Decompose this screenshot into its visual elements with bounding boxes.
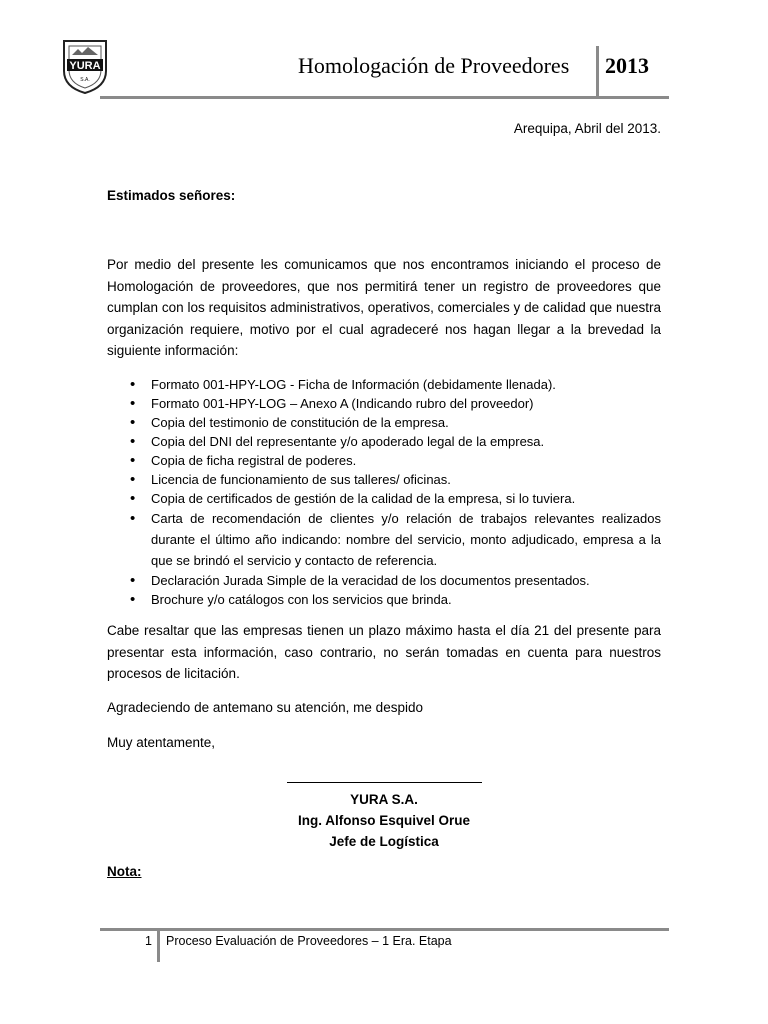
list-item: • Copia de ficha registral de poderes. bbox=[107, 451, 661, 470]
list-item: • Formato 001-HPY-LOG – Anexo A (Indicando rubro del proveedor) bbox=[107, 394, 661, 413]
intro-paragraph: Por medio del presente les comunicamos que nos encontramos iniciando el proceso de Homologación de proveedores, que nos permitirá tener un registro de proveedores que cumplan con los requisitos administrativos, operativos, comerciales y de calidad que nuestra organización requiere, motivo por el cual agradeceré nos hagan llegar a la brevedad la siguiente información: bbox=[107, 257, 661, 358]
signature-company: YURA S.A. bbox=[350, 792, 418, 807]
list-item: • Licencia de funcionamiento de sus talleres/ oficinas. bbox=[107, 470, 661, 489]
closing-line: Muy atentamente, bbox=[107, 735, 216, 750]
list-item: • Formato 001-HPY-LOG - Ficha de Información (debidamente llenada). bbox=[107, 375, 661, 394]
svg-text:YURA: YURA bbox=[69, 60, 101, 72]
footer-divider bbox=[157, 928, 160, 962]
letter-date: Arequipa, Abril del 2013. bbox=[513, 121, 661, 136]
page-number: 1 bbox=[145, 934, 152, 948]
signature-name: Ing. Alfonso Esquivel Orue bbox=[297, 813, 471, 828]
nota-label: Nota: bbox=[107, 864, 142, 879]
list-item: • Copia del DNI del representante y/o apoderado legal de la empresa. bbox=[107, 432, 661, 451]
list-item: • Declaración Jurada Simple de la veracidad de los documentos presentados. bbox=[107, 571, 661, 590]
header-rule bbox=[100, 96, 669, 99]
footer-rule bbox=[100, 928, 669, 931]
salutation: Estimados señores: bbox=[107, 188, 236, 203]
company-logo bbox=[60, 37, 110, 95]
list-item: • Copia del testimonio de constitución de la empresa. bbox=[107, 413, 661, 432]
list-item: • Carta de recomendación de clientes y/o relación de trabajos relevantes realizados durante el último año indicando: nombre del servicio, monto adjudicado, empresa a la que se brindó el servicio y contacto de referencia. bbox=[107, 508, 661, 571]
footer-text: Proceso Evaluación de Proveedores – 1 Era. Etapa bbox=[166, 934, 452, 948]
requirements-list bbox=[107, 375, 661, 609]
document-title: Homologación de Proveedores bbox=[298, 53, 570, 78]
list-item: • Copia de certificados de gestión de la calidad de la empresa, si lo tuviera. bbox=[107, 489, 661, 508]
list-item: • Brochure y/o catálogos con los servicios que brinda. bbox=[107, 590, 661, 609]
signature-role: Jefe de Logística bbox=[329, 834, 439, 849]
header-divider bbox=[596, 46, 599, 98]
svg-text:S.A.: S.A. bbox=[80, 77, 90, 83]
thanks-paragraph: Agradeciendo de antemano su atención, me despido bbox=[107, 700, 423, 715]
signature-line bbox=[287, 782, 482, 783]
deadline-paragraph: Cabe resaltar que las empresas tienen un plazo máximo hasta el día 21 del presente para presentar esta información, caso contrario, no serán tomadas en cuenta para nuestros procesos de licitación. bbox=[107, 623, 661, 681]
document-year: 2013 bbox=[605, 53, 649, 78]
